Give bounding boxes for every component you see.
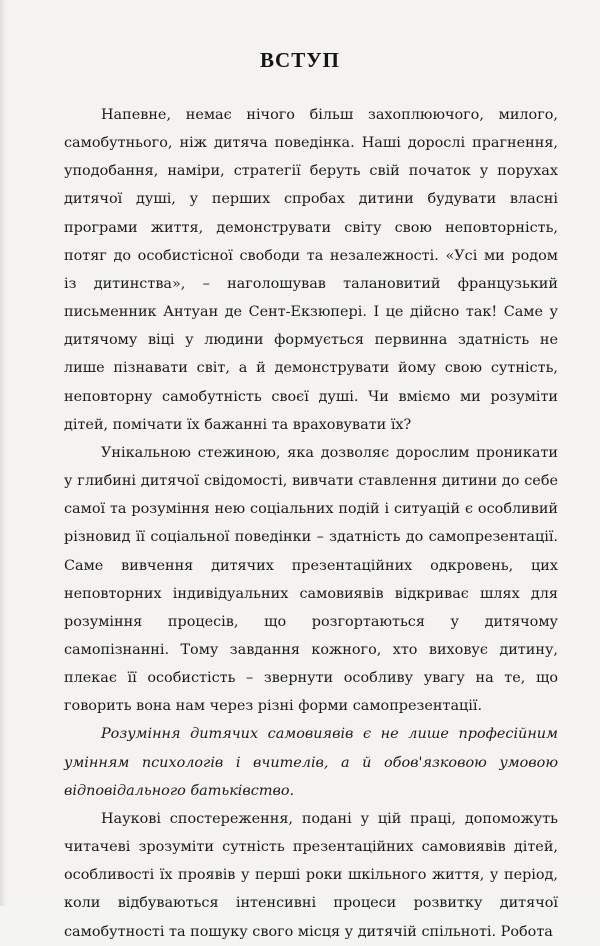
paragraph-2: Унікальною стежиною, яка дозволяє дорослим проникати у глибині дитячої свідомості, вивчати ставлення дитини до себе самої та розуміння нею соціальних подій і ситуацій є особливий різновид її соціальної поведінки – здатність до самопрезентації. Саме вивчення дитячих презентаційних одкровень, цих неповторних індивідуальних самовиявів відкриває шлях для розуміння процесів, що розгортаються у дитячому самопізнанні. Тому завдання кожного, хто виховує дитину, плекає її особистість – звернути особливу увагу на те, що говорить вона нам через різні форми самопрезентації. bbox=[64, 444, 558, 715]
chapter-heading: ВСТУП bbox=[260, 48, 340, 72]
body-text bbox=[64, 101, 558, 946]
paragraph-4: Наукові спостереження, подані у цій праці, допоможуть читачеві зрозуміти сутність презентаційних самовиявів дітей, особливості їх проявів у перші роки шкільного життя, у період, коли відбуваються інтенсивні процеси розвитку дитячої самобутності та пошуку свого місця у дитячій спільноті. Робота bbox=[64, 810, 558, 940]
paragraph-3-italic: Розуміння дитячих самовиявів є не лише професійним умінням психологів і вчителів, а й обов'язковою умовою відповідального батьківство. bbox=[64, 726, 558, 799]
paragraph-1: Напевне, немає нічого більш захоплюючого, милого, самобутнього, ніж дитяча поведінка. Наші дорослі прагнення, уподобання, наміри, стратегії беруть свій початок у порухах дитячої душі, у перших спробах дитини будувати власні програми життя, демонструвати світу свою неповторність, потяг до особистісної свободи та незалежності. «Усі ми родом із дитинства», – наголошував талановитий французький письменник Антуан де Сент-Екзюпері. І це дійсно так! Саме у дитячому віці у людини формується первинна здатність не лише пізнавати світ, а й демонструвати йому свою сутність, неповторну самобутність своєї душі. Чи вміємо ми розуміти дітей, помічати їх бажанні та враховувати їх? bbox=[64, 107, 558, 433]
page-gutter-shadow bbox=[0, 0, 6, 906]
